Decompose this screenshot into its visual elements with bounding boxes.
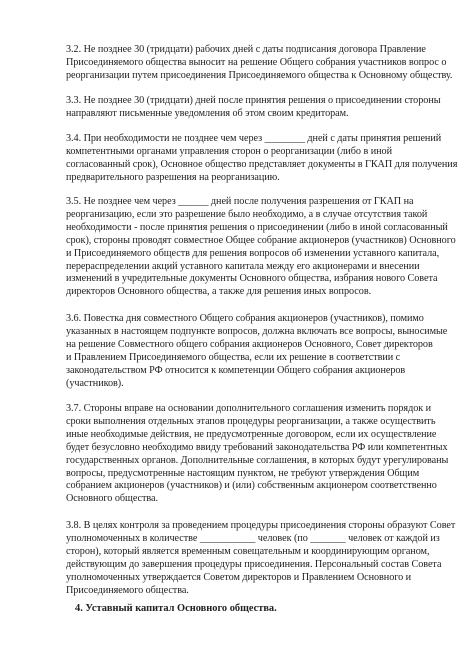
text-line: (участников). <box>66 377 124 389</box>
text-line: и Правлением Присоединяемого общества, если их решение в соответствии с <box>66 351 401 363</box>
text-line: 3.4. При необходимости не позднее чем через ________ дней с даты принятия решений <box>66 133 442 144</box>
text-line: предварительного разрешения на реорганизацию. <box>66 171 280 183</box>
text-line: изменений в учредительные документы Основного общества, избрания нового Совета <box>66 273 438 285</box>
text-line: Присоединяемого общества. <box>66 584 189 596</box>
text-line: Присоединяемого общества выносит на решение Общего собрания участников вопрос о <box>66 56 447 68</box>
text-line: сторон), который является временным совещательным и координирующим органом, <box>66 545 430 557</box>
text-line: необходимости - после принятия решения о присоединении (либо в иной согласованный <box>66 221 448 233</box>
clause-3-3 <box>66 95 441 121</box>
clause-3-4 <box>66 133 458 185</box>
text-line: реорганизации путем присоединения Присоединяемого общества к Основному обществу. <box>66 69 453 81</box>
text-line: 3.8. В целях контроля за проведением процедуры присоединения стороны образуют Совет <box>66 520 456 531</box>
clause-3-8 <box>66 520 456 597</box>
text-line: перераспределении акций уставного капитала между его акционерами и внесении <box>66 260 420 272</box>
text-line: законодательством РФ относится к компетенции Общего собрания акционеров <box>66 364 406 376</box>
text-line: 3.7. Стороны вправе на основании дополнительного соглашения изменить порядок и <box>66 403 432 414</box>
clause-3-5 <box>66 196 456 299</box>
text-line: государственных органов. Дополнительные соглашения, в которых будут урегулированы <box>66 454 449 466</box>
text-line: уполномоченных утверждается Советом директоров и Правлением Основного и <box>66 571 412 583</box>
text-line: 3.3. Не позднее 30 (тридцати) дней после принятия решения о присоединении стороны <box>66 95 441 106</box>
text-line: и Присоединяемого обществ для решения вопросов об изменении уставного капитала, <box>66 247 440 259</box>
clause-3-7 <box>66 403 449 506</box>
text-line: компетентными органами управления сторон о реорганизации (либо в иной <box>66 145 392 157</box>
text-line: уполномоченных в количестве ___________ человек (по _______ человек от каждой из <box>66 532 440 544</box>
text-line: 3.6. Повестка дня совместного Общего собрания акционеров (участников), помимо <box>66 313 424 324</box>
clause-3-6 <box>66 313 448 390</box>
text-line: Основного общества. <box>66 493 159 505</box>
text-line: 3.5. Не позднее чем через ______ дней после получения разрешения от ГКАП на <box>66 196 414 207</box>
text-line: иные необходимые действия, не предусмотренные договором, если их осуществление <box>66 428 437 440</box>
text-line: согласованный срок), Основное общество представляет документы в ГКАП для получения <box>66 158 458 170</box>
text-line: действующим до завершения процедуры присоединения. Персональный состав Совета <box>66 558 442 570</box>
text-line: указанных в настоящем подпункте вопросов, должна включать все вопросы, выносимые <box>66 325 448 337</box>
text-line: будет безусловно необходимо ввиду требований законодательства РФ или компетентных <box>66 441 448 453</box>
text-line: на решение Совместного общего собрания акционеров Основного, Совет директоров <box>66 338 433 350</box>
text-line: собранием акционеров (участников) и (или) собственным акционером соответственно <box>66 480 437 492</box>
text-line: срок), стороны проводят совместное Общее собрание акционеров (участников) Основного <box>66 234 456 246</box>
text-line: реорганизацию, если это разрешение было необходимо, а в случае отсутствия такой <box>66 208 428 220</box>
text-line: вопросы, предусмотренные настоящим пунктом, не требуют утверждения Общим <box>66 467 420 479</box>
text-line: директоров Основного общества, а также для решения иных вопросов. <box>66 286 372 298</box>
text-line: сроки выполнения отдельных этапов процедуры реорганизации, а также осуществить <box>66 415 436 427</box>
text-line: направляют письменные уведомления об этом своим кредиторам. <box>66 107 349 119</box>
text-line: 3.2. Не позднее 30 (тридцати) рабочих дней с даты подписания договора Правление <box>66 44 426 55</box>
clause-3-2 <box>66 44 453 83</box>
section-heading: 4. Уставный капитал Основного общества. <box>75 603 277 614</box>
